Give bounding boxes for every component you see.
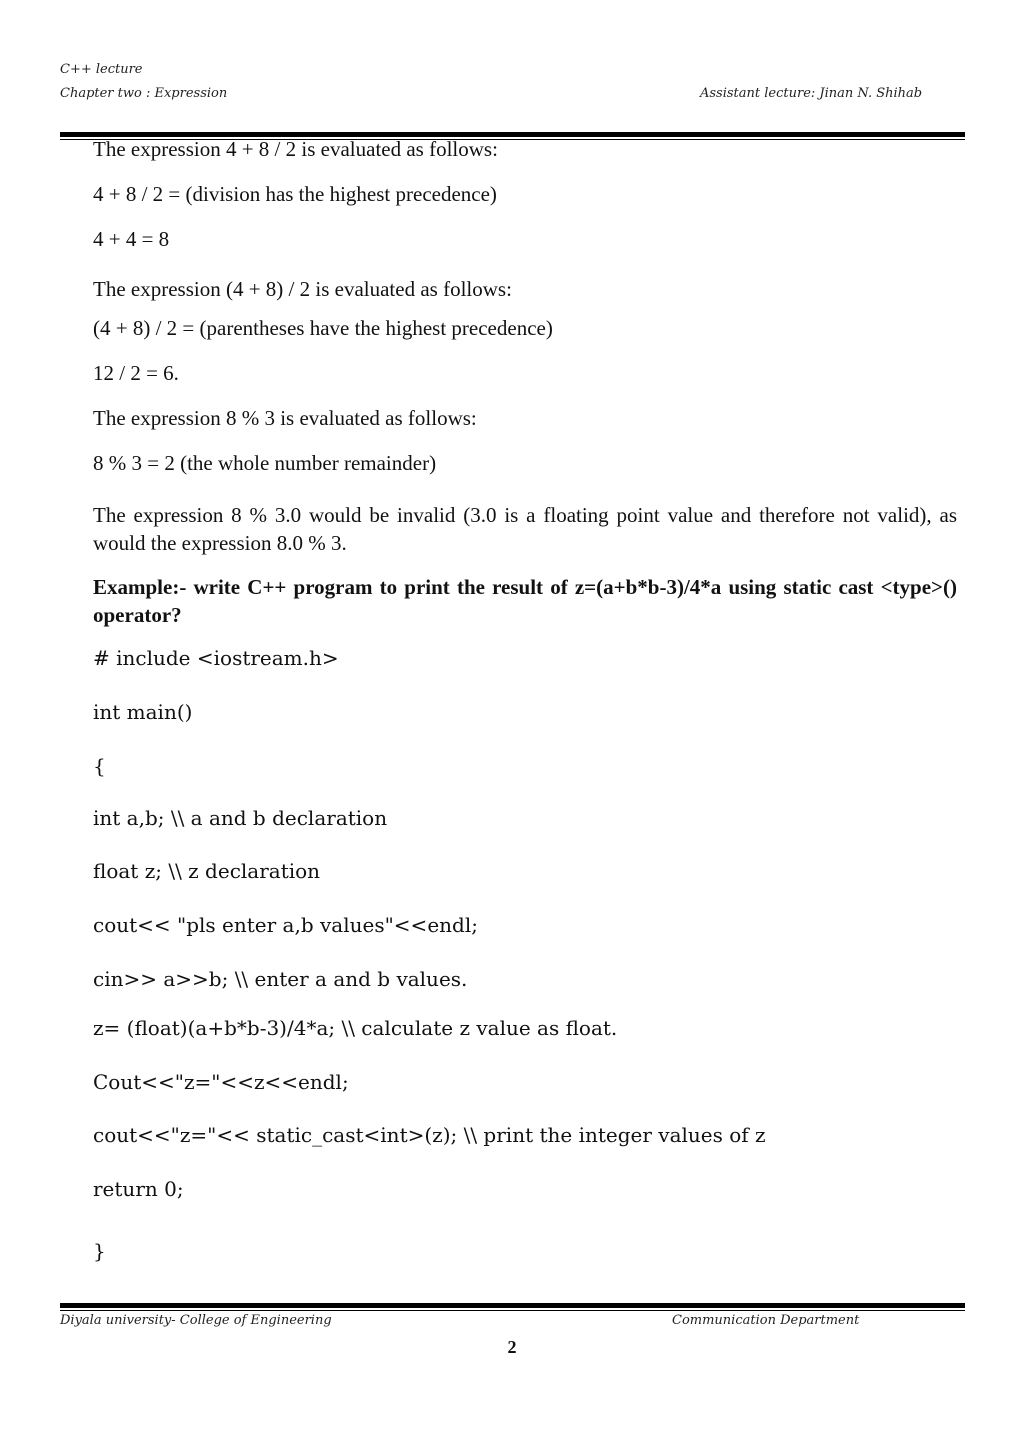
code-line-1: # include <iostream.h> <box>93 646 339 670</box>
body-line-2: 4 + 8 / 2 = (division has the highest precedence) <box>93 182 497 206</box>
body-line-1: The expression 4 + 8 / 2 is evaluated as follows: <box>93 137 498 161</box>
body-line-3: 4 + 4 = 8 <box>93 227 170 251</box>
header-author: Assistant lecture: Jinan N. Shihab <box>700 86 923 101</box>
header-course: C++ lecture <box>60 62 143 77</box>
body-line-5: (4 + 8) / 2 = (parentheses have the highest precedence) <box>93 316 553 340</box>
body-line-7: The expression 8 % 3 is evaluated as follows: <box>93 406 477 430</box>
code-line-12: } <box>93 1239 106 1263</box>
page-number: 2 <box>507 1337 517 1357</box>
footer-department: Communication Department <box>672 1313 860 1328</box>
code-line-7: cin>> a>>b; \\ enter a and b values. <box>93 967 468 991</box>
code-line-11: return 0; <box>93 1177 184 1201</box>
code-line-10: cout<<"z="<< static_cast<int>(z); \\ print the integer values of z <box>93 1123 766 1147</box>
body-line-4: The expression (4 + 8) / 2 is evaluated as follows: <box>93 277 512 301</box>
body-line-6: 12 / 2 = 6. <box>93 361 179 385</box>
code-line-5: float z; \\ z declaration <box>93 859 321 883</box>
footer-rule-thick <box>60 1303 965 1308</box>
code-line-2: int main() <box>93 700 193 724</box>
code-line-8: z= (float)(a+b*b-3)/4*a; \\ calculate z value as float. <box>93 1016 618 1040</box>
body-paragraph-invalid: The expression 8 % 3.0 would be invalid (3.0 is a floating point value and therefore not valid), as would the expression 8.0 % 3. <box>93 503 957 555</box>
example-heading: Example:- write C++ program to print the result of z=(a+b*b-3)/4*a using static cast <type>() operator? <box>93 575 957 627</box>
code-line-3: { <box>93 754 106 778</box>
header-chapter: Chapter two : Expression <box>60 86 228 101</box>
body-line-8: 8 % 3 = 2 (the whole number remainder) <box>93 451 437 475</box>
code-line-6: cout<< "pls enter a,b values"<<endl; <box>93 913 478 937</box>
code-line-4: int a,b; \\ a and b declaration <box>93 806 388 830</box>
footer-rule-thin <box>60 1310 965 1311</box>
code-line-9: Cout<<"z="<<z<<endl; <box>93 1070 349 1094</box>
footer-university: Diyala university- College of Engineering <box>60 1313 332 1328</box>
